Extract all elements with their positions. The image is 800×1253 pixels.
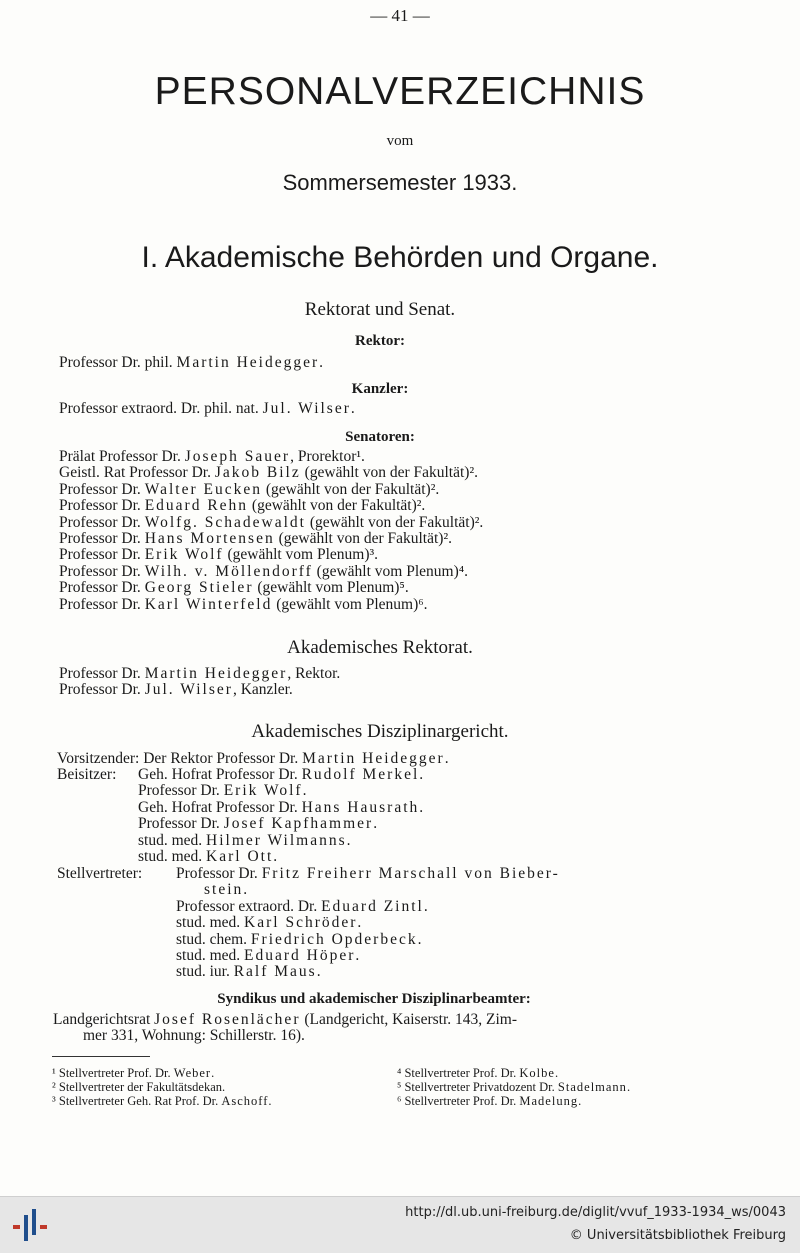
footnote: ² Stellvertreter der Fakultätsdekan. <box>52 1080 226 1094</box>
stellvertreter-list <box>176 866 560 981</box>
list-item: stud. med. Hilmer Wilmanns. <box>138 831 351 849</box>
list-item: Professor extraord. Dr. Eduard Zintl. <box>176 897 428 915</box>
rektor-label: Rektor: <box>355 333 405 349</box>
akademisches-rektorat-heading: Akademisches Rektorat. <box>287 637 473 658</box>
page-title: PERSONALVERZEICHNIS <box>154 70 646 113</box>
senatoren-list <box>59 449 483 613</box>
list-item: Professor Dr. Karl Winterfeld (gewählt vom Plenum)⁶. <box>59 595 428 613</box>
footnote: ⁴ Stellvertreter Prof. Dr. Kolbe. <box>397 1066 559 1080</box>
footnotes-right <box>397 1066 630 1108</box>
list-item: Geistl. Rat Professor Dr. Jakob Bilz (gewählt von der Fakultät)². <box>59 464 478 482</box>
rektor-entry <box>59 355 323 371</box>
semester-title: Sommersemester 1933. <box>282 170 518 195</box>
footnote: ¹ Stellvertreter Prof. Dr. Weber. <box>52 1066 215 1080</box>
kanzler-label: Kanzler: <box>351 381 409 397</box>
kanzler-entry <box>59 401 355 417</box>
list-item: stud. iur. Ralf Maus. <box>176 963 321 981</box>
list-item: Professor Dr. Wolfg. Schadewaldt (gewählt von der Fakultät)². <box>59 513 484 531</box>
syndikus-label: Syndikus und akademischer Disziplinarbeamter: <box>217 991 531 1007</box>
kanzler-line: Professor extraord. Dr. phil. nat. Jul. Wilser. <box>59 400 355 417</box>
list-item: Landgerichtsrat Josef Rosenlächer (Landgericht, Kaiserstr. 143, Zim- <box>53 1011 517 1028</box>
stellvertreter-label: Stellvertreter: <box>57 865 143 882</box>
disziplinargericht-heading: Akademisches Disziplinargericht. <box>251 721 509 742</box>
list-item: stud. med. Karl Ott. <box>138 848 278 866</box>
footnote: ⁶ Stellvertreter Prof. Dr. Madelung. <box>397 1094 582 1108</box>
list-item: stud. med. Karl Schröder. <box>176 914 362 932</box>
akademisches-rektorat-list <box>59 666 340 699</box>
list-item: Professor Dr. Walter Eucken (gewählt von der Fakultät)². <box>59 480 440 498</box>
vorsitzender-line: Vorsitzender: Der Rektor Professor Dr. Martin Heidegger. <box>57 750 449 767</box>
subtitle-vom: vom <box>386 133 414 149</box>
rektorat-senat-heading: Rektorat und Senat. <box>304 299 456 320</box>
list-item: Prälat Professor Dr. Joseph Sauer, Prorektor¹. <box>59 448 365 465</box>
list-item: mer 331, Wohnung: Schillerstr. 16). <box>83 1027 305 1045</box>
source-url-link[interactable]: http://dl.ub.uni-freiburg.de/diglit/vvuf_1933-1934_ws/0043 <box>405 1205 786 1220</box>
list-item: stud. chem. Friedrich Opderbeck. <box>176 930 422 948</box>
rektor-line: Professor Dr. phil. Martin Heidegger. <box>59 354 324 371</box>
list-item: Professor Dr. Josef Kapfhammer. <box>138 815 378 833</box>
beisitzer-list <box>138 767 423 865</box>
senatoren-label: Senatoren: <box>345 429 415 445</box>
list-item: Geh. Hofrat Professor Dr. Rudolf Merkel. <box>138 766 424 783</box>
beisitzer-label: Beisitzer: <box>57 766 117 783</box>
ub-freiburg-logo-icon <box>10 1205 50 1245</box>
list-item: Professor Dr. Fritz Freiherr Marschall von Bieber- <box>176 865 560 882</box>
list-item: Professor Dr. Erik Wolf (gewählt vom Plenum)³. <box>59 546 379 564</box>
list-item: stud. med. Eduard Höper. <box>176 947 360 965</box>
list-item: Professor Dr. Hans Mortensen (gewählt von der Fakultät)². <box>59 530 452 548</box>
list-item: Professor Dr. Georg Stieler (gewählt vom Plenum)⁵. <box>59 579 409 597</box>
list-item: Professor Dr. Wilh. v. Möllendorff (gewählt vom Plenum)⁴. <box>59 562 469 580</box>
vorsitzender-entry <box>57 751 449 767</box>
footer-bar <box>0 1196 800 1253</box>
footnote: ⁵ Stellvertreter Privatdozent Dr. Stadelmann. <box>397 1080 631 1094</box>
section-heading: I. Akademische Behörden und Organe. <box>141 241 659 274</box>
list-item: Professor Dr. Eduard Rehn (gewählt von der Fakultät)². <box>59 497 426 515</box>
list-item: Professor Dr. Martin Heidegger, Rektor. <box>59 665 341 682</box>
footnote: ³ Stellvertreter Geh. Rat Prof. Dr. Aschoff. <box>52 1094 272 1108</box>
list-item: Geh. Hofrat Professor Dr. Hans Hausrath. <box>138 798 424 816</box>
footnote-divider <box>52 1056 150 1057</box>
syndikus-entry <box>53 1012 517 1045</box>
list-item: Professor Dr. Erik Wolf. <box>138 782 307 800</box>
list-item: stein. <box>204 881 248 899</box>
copyright-text: © Universitätsbibliothek Freiburg <box>569 1228 786 1243</box>
page-number: — 41 — <box>370 6 430 25</box>
list-item: Professor Dr. Jul. Wilser, Kanzler. <box>59 681 293 699</box>
footnotes-left <box>52 1066 272 1108</box>
